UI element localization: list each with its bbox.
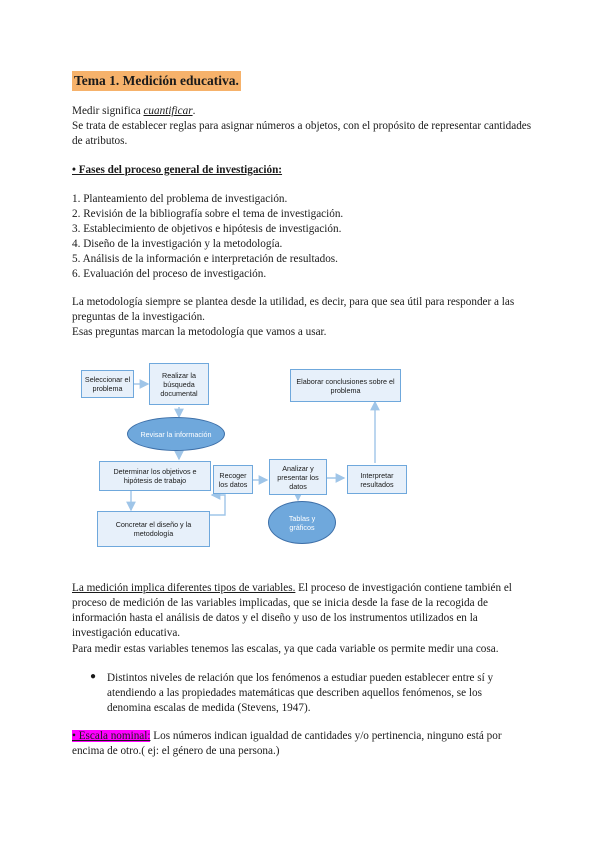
- methodology-paragraph: La metodología siempre se plantea desde la utilidad, es decir, para que sea útil para responder a las preguntas de la investigación.: [72, 296, 515, 323]
- intro-paragraph: Se trata de establecer reglas para asignar números a objetos, con el propósito de representar cantidades de atributos.: [72, 120, 532, 147]
- phase-item: 4. Diseño de la investigación y la metodología.: [72, 238, 283, 250]
- bullet-dot: ●: [90, 671, 97, 682]
- nominal-scale-label: • Escala nominal:: [72, 730, 151, 742]
- medir-definition: Medir significa cuantificar.: [72, 105, 196, 117]
- methodology-line2: Esas preguntas marcan la metodología que vamos a usar.: [72, 326, 327, 338]
- phase-item: 3. Establecimiento de objetivos e hipótesis de investigación.: [72, 223, 342, 235]
- scales-bullet-text: Distintos niveles de relación que los fenómenos a estudiar pueden establecer entre sí y atendiendo a las propiedades matemáticas que describen aquellos fenómenos, se los denomina escalas de medida (Stevens, 1947).: [107, 672, 494, 714]
- phases-heading: • Fases del proceso general de investigación:: [72, 164, 283, 176]
- measurement-paragraph: La medición implica diferentes tipos de variables. El proceso de investigación contiene también el proceso de medición de las variables implicadas, que se inicia desde la fase de la recogida de información hasta el análisis de datos y el diseño y uso de los instrumentos utilizados en la investigación educativa.: [72, 582, 512, 639]
- node-review-information: Revisar la información: [127, 417, 225, 451]
- measurement-underlined: La medición implica diferentes tipos de variables.: [72, 582, 296, 594]
- phase-item: 6. Evaluación del proceso de investigación.: [72, 268, 267, 280]
- node-collect-data: Recoger los datos: [213, 465, 253, 494]
- phase-item: 2. Revisión de la bibliografía sobre el tema de investigación.: [72, 208, 344, 220]
- research-process-diagram: [72, 360, 502, 552]
- node-analyze-present: Analizar y presentar los datos: [269, 459, 327, 495]
- node-tables-graphs: Tablas y gráficos: [268, 501, 336, 544]
- phase-item: 1. Planteamiento del problema de investigación.: [72, 193, 288, 205]
- node-design-methodology: Concretar el diseño y la metodología: [97, 511, 210, 547]
- phases-list: [72, 192, 542, 282]
- arrow: [210, 495, 225, 515]
- cuantificar-term: cuantificar: [143, 105, 193, 117]
- node-interpret-results: Interpretar resultados: [347, 465, 407, 494]
- nominal-scale-paragraph: • Escala nominal: Los números indican igualdad de cantidades y/o pertinencia, ninguno está por encima de otro.( ej: el género de una persona.): [72, 730, 502, 757]
- page-title: Tema 1. Medición educativa.: [72, 71, 241, 91]
- measurement-line2: Para medir estas variables tenemos las escalas, ya que cada variable os permite medir una cosa.: [72, 643, 499, 655]
- node-select-problem: Seleccionar el problema: [81, 370, 134, 398]
- node-objectives-hypotheses: Determinar los objetivos e hipótesis de trabajo: [99, 461, 211, 491]
- node-literature-search: Realizar la búsqueda documental: [149, 363, 209, 405]
- node-conclusions: Elaborar conclusiones sobre el problema: [290, 369, 401, 402]
- phase-item: 5. Análisis de la información e interpretación de resultados.: [72, 253, 338, 265]
